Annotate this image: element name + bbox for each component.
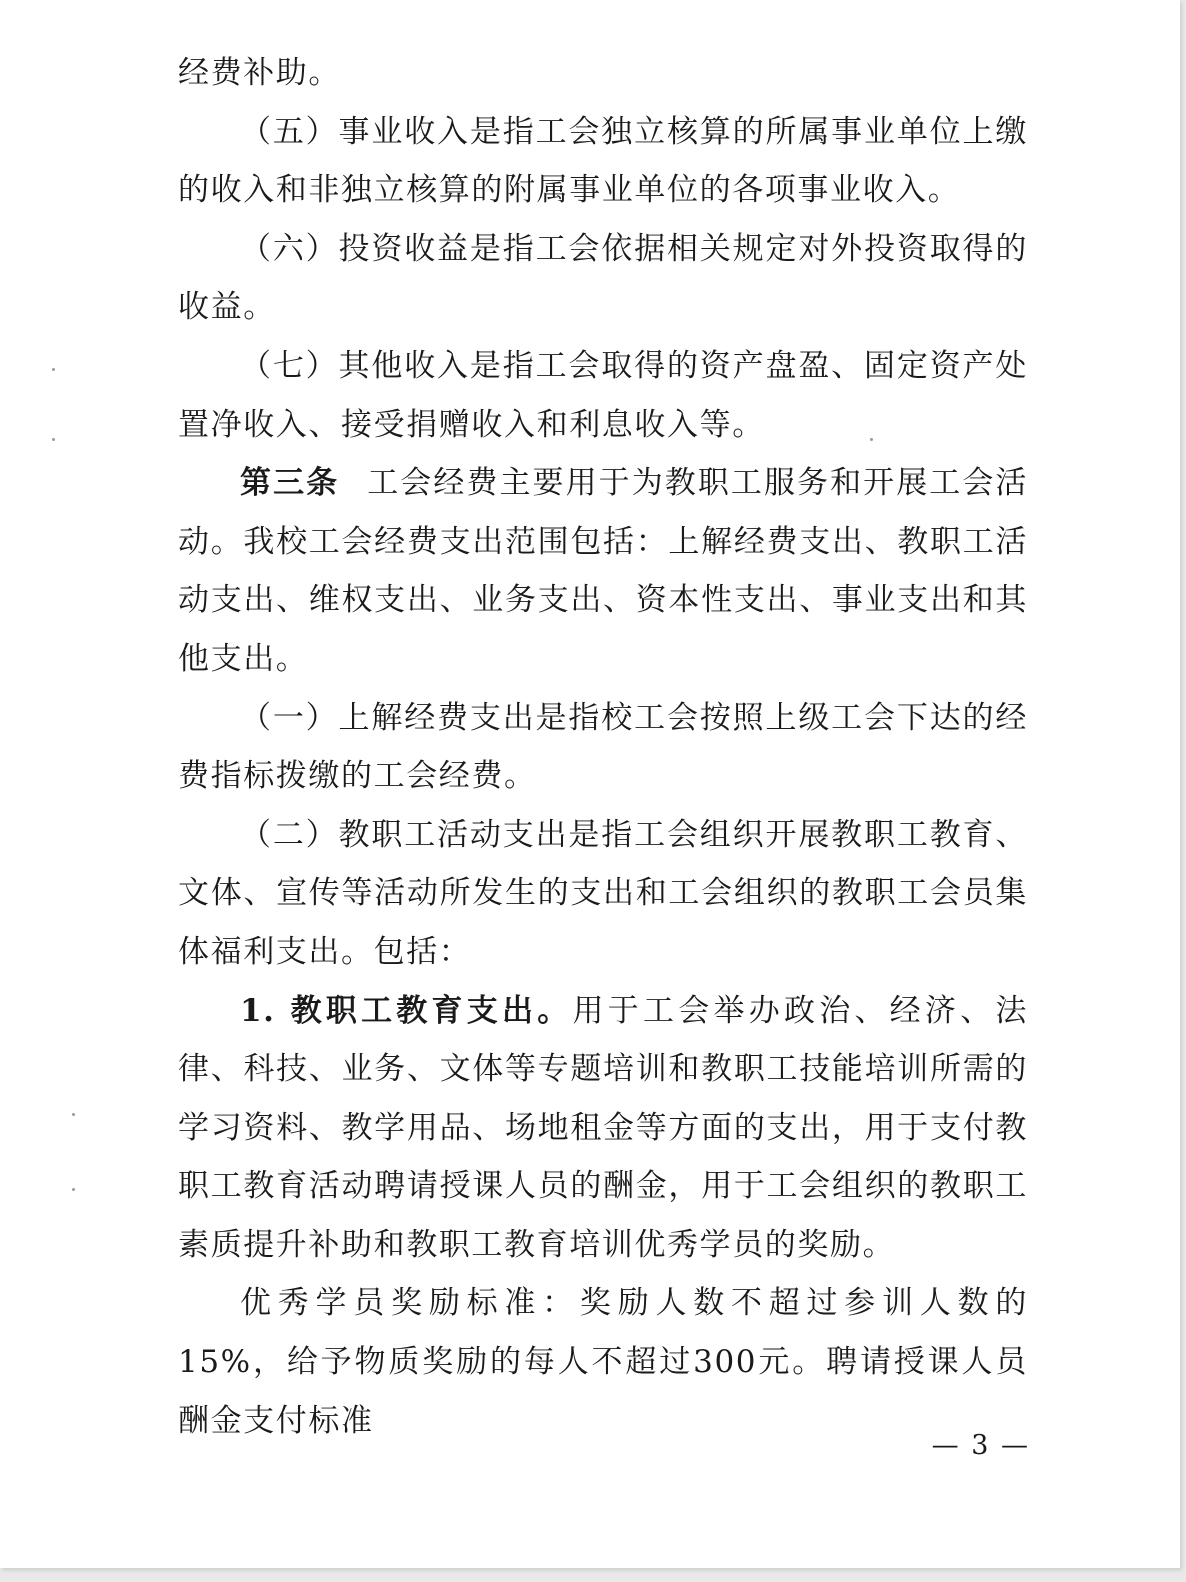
paragraph-funding-subsidy: 经费补助。 [178, 55, 341, 91]
paragraph-staff-education [178, 982, 1028, 1275]
paragraph-business-income: （五）事业收入是指工会独立核算的所属事业单位上缴的收入和非独立核算的附属事业单位的各项事业收入。 [178, 113, 1028, 209]
article-3-text: 工会经费主要用于为教职工服务和开展工会活动。我校工会经费支出范围包括：上解经费支出、教职工活动支出、维权支出、业务支出、资本性支出、事业支出和其他支出。 [178, 465, 1028, 677]
article-3-label: 第三条 [240, 465, 340, 502]
scan-speck [52, 438, 55, 441]
paragraph-staff-activity: （二）教职工活动支出是指工会组织开展教职工教育、文体、宣传等活动所发生的支出和工会组织的教职工会员集体福利支出。包括： [178, 816, 1028, 970]
item-1-text: 用于工会举办政治、经济、法律、科技、业务、文体等专题培训和教职工技能培训所需的学习资料、教学用品、场地租金等方面的支出，用于支付教职工教育活动聘请授课人员的酬金，用于工会组织的教职工素质提升补助和教职工教育培训优秀学员的奖励。 [178, 992, 1028, 1263]
scan-speck [870, 438, 873, 441]
paragraph-reward-standard: 优秀学员奖励标准：奖励人数不超过参训人数的15%，给予物质奖励的每人不超过300元。聘请授课人员酬金支付标准 [178, 1285, 1028, 1439]
scan-speck [72, 1113, 75, 1116]
paragraph-remitted-funds: （一）上解经费支出是指校工会按照上级工会下达的经费指标拨缴的工会经费。 [178, 699, 1028, 795]
item-1-heading: 1. 教职工教育支出。 [240, 992, 573, 1029]
paragraph-other-income: （七）其他收入是指工会取得的资产盘盈、固定资产处置净收入、接受捐赠收入和利息收入等。 [178, 347, 1028, 443]
page-number: — 3 — [931, 1430, 1030, 1461]
scan-speck [72, 1188, 75, 1191]
paragraph-investment-income: （六）投资收益是指工会依据相关规定对外投资取得的收益。 [178, 230, 1028, 326]
paragraph-article-3 [178, 454, 1028, 688]
scan-speck [52, 368, 55, 371]
document-body [178, 44, 1028, 1450]
